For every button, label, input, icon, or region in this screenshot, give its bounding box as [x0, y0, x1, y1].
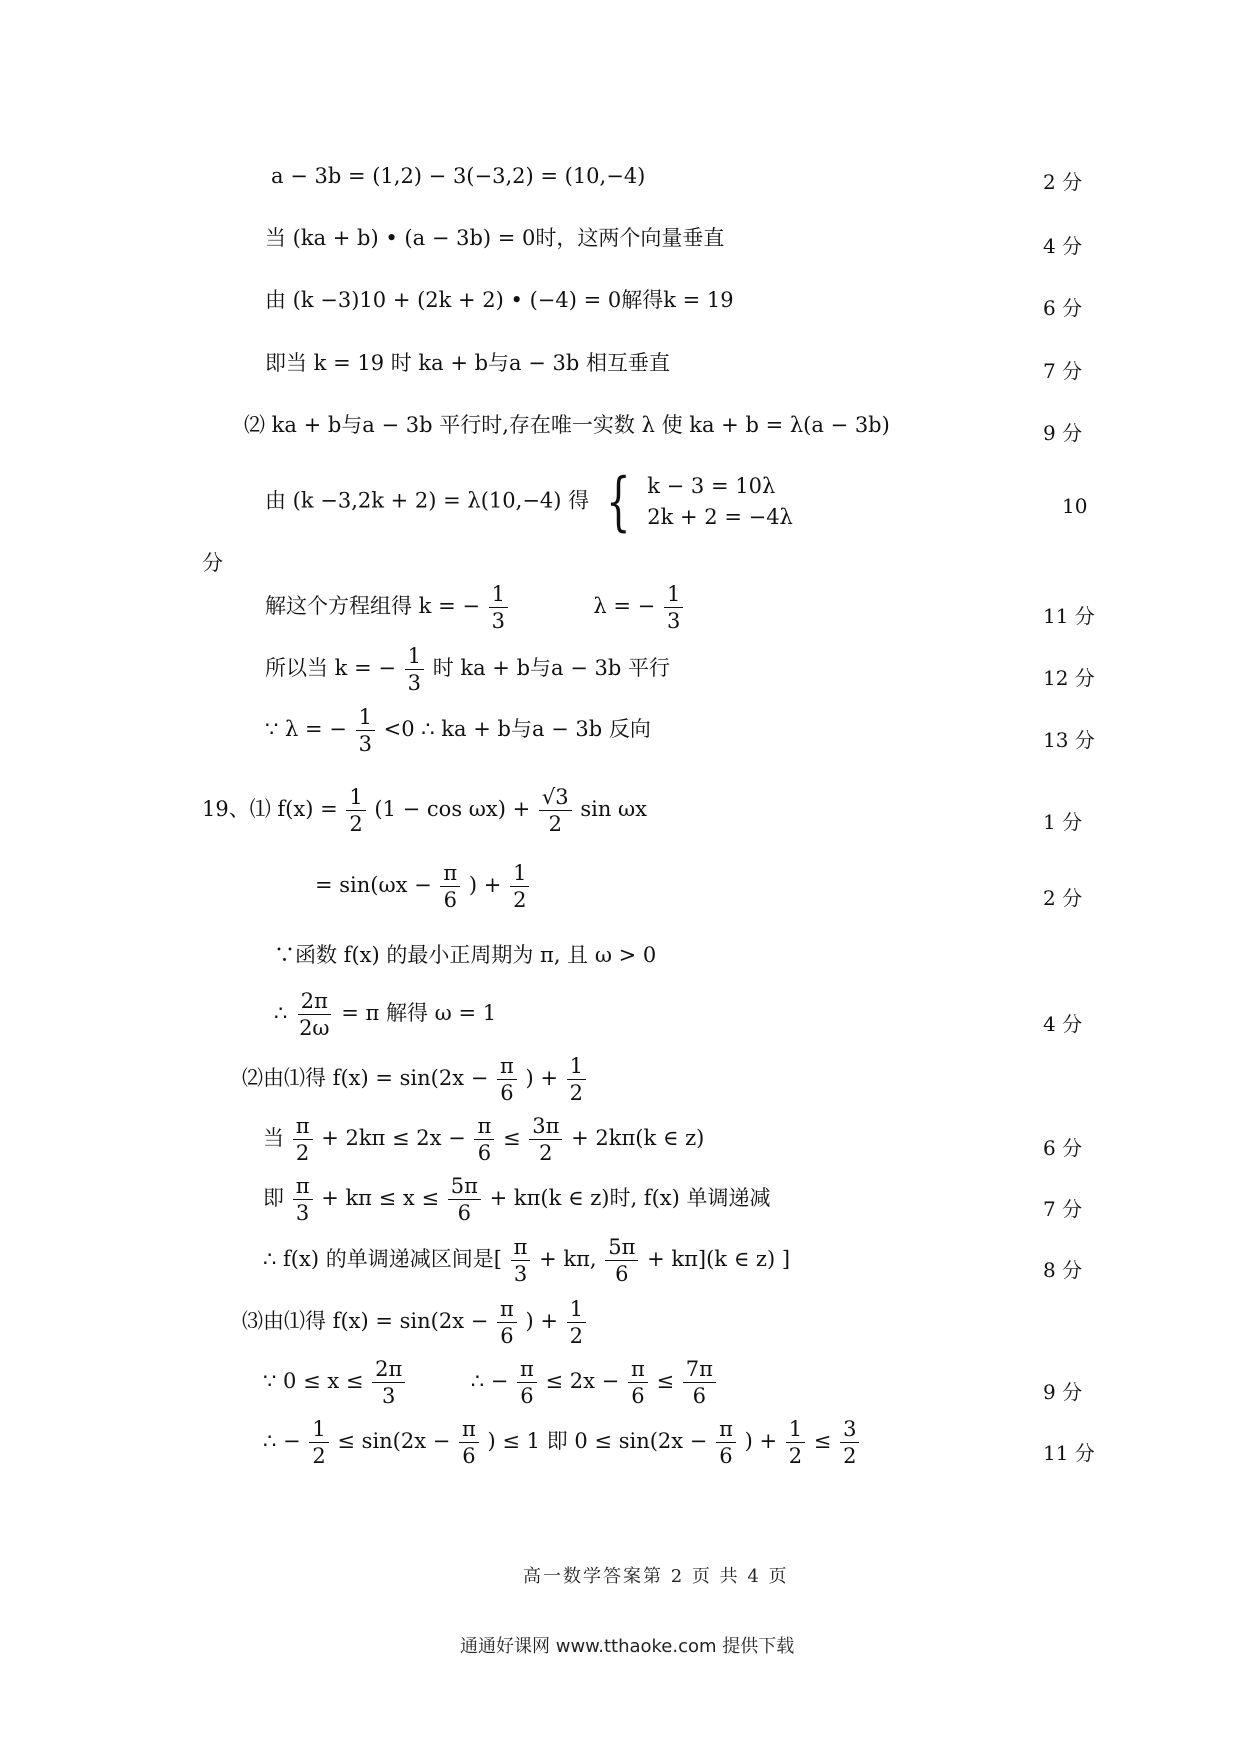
- fraction-1-2: [567, 1055, 586, 1104]
- text: ) +: [744, 1429, 778, 1454]
- text: + 2kπ ≤ 2x −: [321, 1126, 466, 1151]
- fraction-1-3: [489, 583, 508, 632]
- numerator: π: [628, 1358, 648, 1383]
- denominator: 3: [407, 671, 422, 696]
- score-12: 12 分: [1043, 666, 1095, 690]
- text: ∴ −: [470, 1369, 509, 1394]
- q19-decreasing-inequality: [263, 1115, 704, 1164]
- score-10-unit: 分: [202, 551, 223, 575]
- text: ∵ λ = −: [265, 717, 347, 742]
- text: (1 − cos ωx) +: [374, 797, 531, 822]
- numerator: 1: [356, 706, 375, 731]
- score-7: 7 分: [1043, 359, 1083, 383]
- fraction-1-2: [309, 1418, 328, 1467]
- denominator: 6: [719, 1444, 733, 1469]
- numerator: 3π: [529, 1115, 562, 1140]
- denominator: 6: [615, 1262, 629, 1287]
- line-vector-a-minus-3b: a − 3b = (1,2) − 3(−3,2) = (10,−4): [271, 164, 646, 188]
- denominator: 2: [539, 1141, 553, 1166]
- q19-score-2: 2 分: [1043, 886, 1083, 910]
- fraction-pi-6: [474, 1115, 494, 1164]
- numerator: 5π: [605, 1236, 638, 1261]
- denominator: 6: [500, 1324, 514, 1349]
- line-parallel-k: [265, 645, 670, 694]
- denominator: 2ω: [299, 1016, 330, 1041]
- fraction-1-2: [567, 1298, 586, 1347]
- fraction-5pi-6: [448, 1175, 481, 1224]
- denominator: 3: [382, 1384, 396, 1409]
- fraction-pi-6: [517, 1358, 537, 1407]
- denominator: 3: [295, 1201, 310, 1226]
- line-opposite-direction: [265, 706, 651, 755]
- fraction-5pi-6: [605, 1236, 638, 1285]
- numerator: 1: [664, 583, 683, 608]
- line-system-equation: [265, 465, 793, 539]
- denominator: 2: [569, 1081, 584, 1106]
- score-2: 2 分: [1043, 170, 1083, 194]
- q19-part3-fx: [242, 1298, 588, 1347]
- left-brace: {: [606, 465, 631, 539]
- denominator: 2: [349, 812, 363, 837]
- text: 时 ka + b与a − 3b 平行: [432, 656, 670, 681]
- text: ≤: [656, 1369, 675, 1394]
- q19-solve-omega: [274, 990, 496, 1039]
- denominator: 6: [462, 1444, 476, 1469]
- fraction-2pi-2omega: [296, 990, 333, 1039]
- q19-decreasing-x-range: [263, 1175, 771, 1224]
- numerator: 2π: [372, 1358, 405, 1383]
- text: <0 ∴ ka + b与a − 3b 反向: [383, 717, 651, 742]
- denominator: 3: [666, 609, 681, 634]
- numerator: π: [716, 1418, 736, 1443]
- numerator: 7π: [683, 1358, 716, 1383]
- line-solve-k: 由 (k −3)10 + (2k + 2) • (−4) = 0解得k = 19: [265, 288, 734, 312]
- fraction-1-2: [786, 1418, 805, 1467]
- text: ∵ 0 ≤ x ≤: [263, 1369, 364, 1394]
- denominator: 2: [548, 812, 562, 837]
- q19-score-6: 6 分: [1043, 1136, 1083, 1160]
- text: ≤ 2x −: [545, 1369, 620, 1394]
- denominator: 2: [312, 1444, 326, 1469]
- denominator: 6: [457, 1201, 471, 1226]
- score-9: 9 分: [1043, 421, 1083, 445]
- denominator: 2: [788, 1444, 803, 1469]
- q19-part1-simplified: [315, 862, 531, 911]
- text: λ = −: [593, 594, 656, 619]
- fraction-1-2: [346, 786, 365, 835]
- fraction-pi-6: [440, 862, 460, 911]
- text: ) +: [525, 1066, 558, 1091]
- text: sin ωx: [580, 797, 648, 822]
- denominator: 6: [500, 1081, 514, 1106]
- text: + kπ](k ∈ z) ]: [647, 1247, 791, 1272]
- denominator: 3: [358, 732, 372, 757]
- text: ≤: [813, 1429, 832, 1454]
- text: 当: [263, 1126, 284, 1151]
- numerator: π: [511, 1236, 531, 1261]
- text: 所以当 k = −: [265, 656, 396, 681]
- source-watermark: 通通好课网 www.tthaoke.com 提供下载: [460, 1636, 795, 1657]
- numerator: 1: [510, 862, 529, 887]
- denominator: 2: [569, 1324, 584, 1349]
- text: ∴ −: [263, 1429, 301, 1454]
- text: ∴ f(x) 的单调递减区间是[: [263, 1247, 502, 1272]
- score-6: 6 分: [1043, 296, 1083, 320]
- text: ⑶由⑴得 f(x) = sin(2x −: [242, 1309, 489, 1334]
- denominator: 6: [443, 888, 458, 913]
- fraction-pi-6: [497, 1055, 517, 1104]
- denominator: 2: [513, 888, 527, 913]
- line-solve-system: [265, 583, 685, 632]
- q19-part1-fx: [202, 786, 647, 835]
- denominator: 3: [491, 609, 506, 634]
- text: + kπ(k ∈ z)时, f(x) 单调递减: [489, 1186, 771, 1211]
- text: + 2kπ(k ∈ z): [571, 1126, 705, 1151]
- numerator: π: [293, 1115, 313, 1140]
- numerator: 2π: [298, 990, 331, 1015]
- numerator: π: [293, 1175, 313, 1200]
- equation-system: [647, 471, 793, 534]
- numerator: 3: [840, 1418, 859, 1443]
- text: ≤: [502, 1126, 521, 1151]
- text: ) +: [468, 873, 502, 898]
- text: + kπ ≤ x ≤: [321, 1186, 440, 1211]
- q19-score-1: 1 分: [1043, 810, 1083, 834]
- text: 即: [263, 1186, 284, 1211]
- numerator: π: [497, 1298, 517, 1323]
- fraction-3-2: [840, 1418, 859, 1467]
- fraction-pi-6: [716, 1418, 736, 1467]
- numerator: π: [497, 1055, 517, 1080]
- page-footer-label: 高一数学答案第 2 页 共 4 页: [523, 1566, 789, 1587]
- equation-1: k − 3 = 10λ: [647, 473, 776, 498]
- fraction-2pi-3: [372, 1358, 405, 1407]
- numerator: 1: [567, 1298, 586, 1323]
- fraction-1-3: [356, 706, 375, 755]
- q19-x-domain: [263, 1358, 718, 1407]
- numerator: 1: [567, 1055, 586, 1080]
- fraction-1-3: [664, 583, 683, 632]
- text: ≤ sin(2x −: [337, 1429, 451, 1454]
- fraction-1-2: [510, 862, 529, 911]
- system-prefix: 由 (k −3,2k + 2) = λ(10,−4) 得: [265, 488, 590, 513]
- numerator: 1: [786, 1418, 805, 1443]
- text: + kπ,: [539, 1247, 597, 1272]
- fraction-pi-6: [459, 1418, 479, 1467]
- fraction-sqrt3-2: [539, 786, 572, 835]
- text: 解这个方程组得 k = −: [265, 594, 480, 619]
- score-4: 4 分: [1043, 234, 1083, 258]
- q19-score-4: 4 分: [1043, 1012, 1083, 1036]
- line-parallel-condition: ⑵ ka + b与a − 3b 平行时,存在唯一实数 λ 使 ka + b = λ(a − 3b): [244, 413, 890, 437]
- denominator: 2: [843, 1444, 857, 1469]
- numerator: √3: [539, 786, 572, 811]
- denominator: 6: [692, 1384, 707, 1409]
- numerator: 5π: [448, 1175, 481, 1200]
- q19-score-11: 11 分: [1043, 1441, 1095, 1465]
- score-10: 10: [1062, 494, 1088, 518]
- fraction-pi-3: [511, 1236, 531, 1285]
- numerator: 1: [405, 645, 424, 670]
- fraction-pi-3: [293, 1175, 313, 1224]
- q19-period-condition: ∵函数 f(x) 的最小正周期为 π, 且 ω > 0: [274, 943, 657, 967]
- text: ) ≤ 1 即 0 ≤ sin(2x −: [487, 1429, 708, 1454]
- q19-score-7: 7 分: [1043, 1197, 1083, 1221]
- fraction-pi-6: [628, 1358, 648, 1407]
- numerator: 1: [346, 786, 365, 811]
- fraction-3pi-2: [529, 1115, 562, 1164]
- score-11: 11 分: [1043, 604, 1095, 628]
- text: ∴: [274, 1001, 288, 1026]
- denominator: 6: [520, 1384, 534, 1409]
- q19-score-8: 8 分: [1043, 1258, 1083, 1282]
- fraction-pi-6: [497, 1298, 517, 1347]
- numerator: 1: [309, 1418, 328, 1443]
- text: = π 解得 ω = 1: [341, 1001, 497, 1026]
- fraction-7pi-6: [683, 1358, 716, 1407]
- line-k-19-perpendicular: 即当 k = 19 时 ka + b与a − 3b 相互垂直: [265, 351, 670, 375]
- denominator: 2: [295, 1141, 310, 1166]
- text: ) +: [525, 1309, 558, 1334]
- numerator: π: [517, 1358, 537, 1383]
- numerator: π: [440, 862, 460, 887]
- text: ⑵由⑴得 f(x) = sin(2x −: [242, 1066, 489, 1091]
- q19-part2-fx: [242, 1055, 588, 1104]
- equation-2: 2k + 2 = −4λ: [647, 505, 793, 529]
- q19-decreasing-interval: [263, 1236, 790, 1285]
- fraction-1-3: [405, 645, 424, 694]
- q19-score-9: 9 分: [1043, 1380, 1083, 1404]
- denominator: 3: [513, 1262, 528, 1287]
- text: = sin(ωx −: [315, 873, 432, 898]
- score-13: 13 分: [1043, 728, 1095, 752]
- fraction-pi-2: [293, 1115, 313, 1164]
- numerator: 1: [489, 583, 508, 608]
- denominator: 6: [477, 1141, 492, 1166]
- numerator: π: [459, 1418, 479, 1443]
- text: 19、⑴ f(x) =: [202, 797, 338, 822]
- denominator: 6: [631, 1384, 645, 1409]
- q19-range-result: [263, 1418, 861, 1467]
- numerator: π: [474, 1115, 494, 1140]
- line-perpendicular-condition: 当 (ka + b) • (a − 3b) = 0时，这两个向量垂直: [265, 226, 725, 250]
